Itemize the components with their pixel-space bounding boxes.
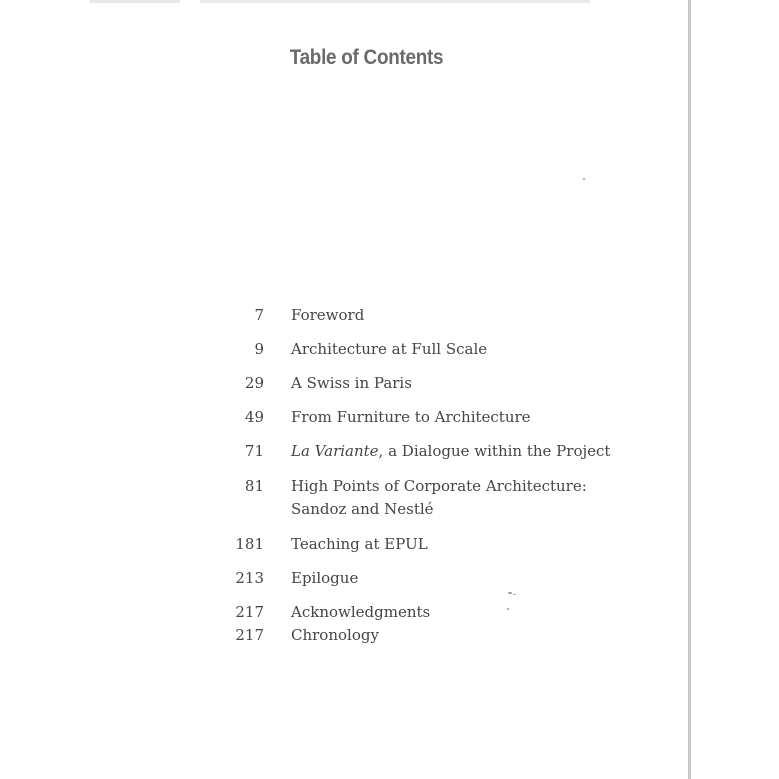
toc-entry-label-italic: La Variante (291, 442, 379, 460)
toc-entry-label: Foreword (291, 306, 365, 324)
toc-entry-label: Teaching at EPUL (291, 535, 428, 553)
toc-entry-label (291, 440, 621, 463)
toc-entry-label: Acknowledgments (291, 603, 431, 621)
toc-entry-label: Architecture at Full Scale (291, 340, 488, 358)
toc-page-number: 217 (235, 603, 264, 621)
toc-page-number: 7 (254, 306, 264, 324)
toc-page-number: 81 (244, 477, 264, 495)
toc-page-number: 181 (235, 535, 264, 553)
toc-page-number: 29 (244, 374, 264, 392)
toc-page-number: 49 (244, 408, 264, 426)
toc-entry-label: Epilogue (291, 569, 359, 587)
toc-entry-label: A Swiss in Paris (291, 374, 412, 392)
toc-entry-label: High Points of Corporate Architecture: (291, 477, 587, 495)
toc-page-number: 9 (254, 340, 264, 358)
toc-entry-label-line2: Sandoz and Nestlé (291, 500, 434, 518)
toc-entry-label: From Furniture to Architecture (291, 408, 531, 426)
page-title: Table of Contents (289, 46, 444, 69)
toc-page-number: 217 (235, 626, 264, 644)
toc-entry-label-rest: , a Dialogue within the Project (378, 442, 611, 460)
toc-entry-high-points-of-corporate-architecture[interactable] (0, 475, 779, 521)
toc-page-number: 71 (244, 442, 264, 460)
toc-page-number: 213 (235, 569, 264, 587)
toc-entry-label: Chronology (291, 626, 379, 644)
